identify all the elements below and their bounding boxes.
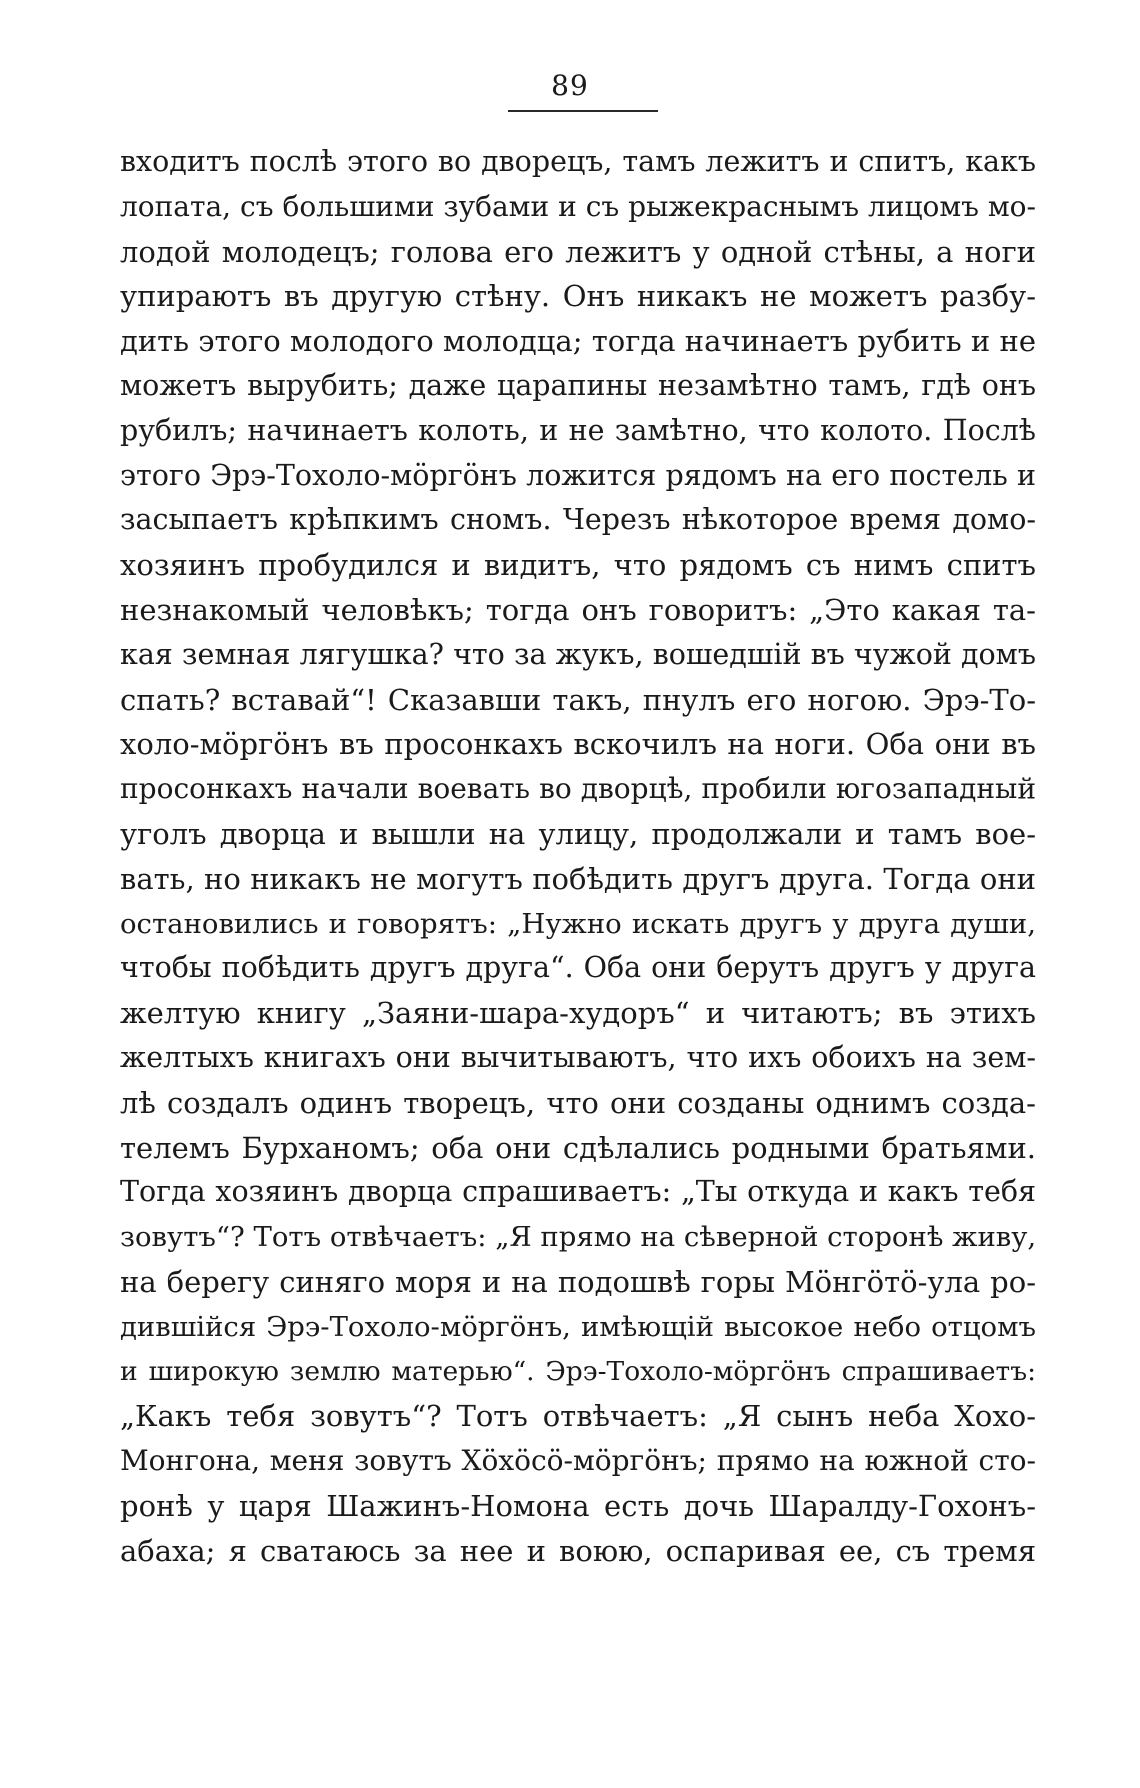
text-line: упираютъ въ другую стѣну. Онъ никакъ не можетъ разбу-: [120, 279, 1036, 314]
text-line: зовутъ“? Тотъ отвѣчаетъ: „Я прямо на сѣверной сторонѣ живу,: [120, 1221, 1036, 1254]
text-line: вать, но никакъ не могутъ побѣдить другъ друга. Тогда они: [120, 861, 1036, 896]
text-line: просонкахъ начали воевать во дворцѣ, пробили югозападный: [120, 772, 1036, 806]
text-line: лопата, съ большими зубами и съ рыжекраснымъ лицомъ мо-: [120, 189, 1036, 223]
text-line: Тогда хозяинъ дворца спрашиваетъ: „Ты откуда и какъ тебя: [120, 1175, 1036, 1209]
text-line: дить этого молодого молодца; тогда начинаетъ рубить и не: [120, 324, 1036, 359]
text-line: дившійся Эрэ-Тохоло-мöргöнъ, имѣющій высокое небо отцомъ: [120, 1310, 1036, 1343]
text-line: уголъ дворца и вышли на улицу, продолжали и тамъ вое-: [120, 816, 1036, 851]
text-line: холо-мöргöнъ въ просонкахъ вскочилъ на ноги. Оба они въ: [120, 727, 1036, 762]
text-line: засыпаетъ крѣпкимъ сномъ. Черезъ нѣкоторое время домо-: [120, 503, 1036, 537]
text-line: входитъ послѣ этого во дворецъ, тамъ лежитъ и спитъ, какъ: [120, 145, 1036, 178]
text-line: лѣ создалъ одинъ творецъ, что они созданы однимъ созда-: [120, 1085, 1036, 1120]
text-line: „Какъ тебя зовутъ“? Тотъ отвѣчаетъ: „Я сынъ неба Хохо-: [120, 1399, 1036, 1434]
body-text: [120, 140, 1036, 1574]
text-line: спать? вставай“! Сказавши такъ, пнулъ его ногою. Эрэ-То-: [120, 682, 1036, 717]
text-line: лодой молодецъ; голова его лежитъ у одной стѣны, а ноги: [120, 234, 1036, 269]
text-line: желтыхъ книгахъ они вычитываютъ, что ихъ обоихъ на зем-: [120, 1040, 1036, 1074]
page-number-rule: [508, 110, 658, 112]
text-line: хозяинъ пробудился и видитъ, что рядомъ съ нимъ спитъ: [120, 548, 1036, 583]
text-line: абаха; я сватаюсь за нее и воюю, оспаривая ее, съ тремя: [120, 1533, 1036, 1568]
text-line: можетъ вырубить; даже царапины незамѣтно тамъ, гдѣ онъ: [120, 368, 1036, 402]
text-line: рубилъ; начинаетъ колоть, и не замѣтно, что колото. Послѣ: [120, 413, 1036, 447]
text-line: желтую книгу „Заяни-шара-худоръ“ и читаютъ; въ этихъ: [120, 996, 1036, 1031]
text-line: Монгона, меня зовутъ Хöхöсö-мöргöнъ; прямо на южной сто-: [120, 1444, 1036, 1478]
text-line: и широкую землю матерью“. Эрэ-Тохоло-мöргöнъ спрашиваетъ:: [120, 1355, 1036, 1387]
text-line: этого Эрэ-Тохоло-мöргöнъ ложится рядомъ на его постель и: [120, 458, 1036, 492]
text-line: остановились и говорятъ: „Нужно искать другъ у друга души,: [120, 907, 1036, 940]
text-line: незнакомый человѣкъ; тогда онъ говоритъ: „Это какая та-: [120, 592, 1036, 627]
text-line: чтобы побѣдить другъ друга“. Оба они берутъ другъ у друга: [120, 951, 1036, 985]
page-number: 89: [551, 69, 589, 102]
text-line: кая земная лягушка? что за жукъ, вошедшій въ чужой домъ: [120, 637, 1036, 671]
text-line: на берегу синяго моря и на подошвѣ горы Мöнгöтö-ула ро-: [120, 1264, 1036, 1299]
text-line: телемъ Бурханомъ; оба они сдѣлались родными братьями.: [120, 1130, 1036, 1165]
text-line: ронѣ у царя Шажинъ-Номона есть дочь Шаралду-Гохонъ-: [120, 1488, 1036, 1523]
